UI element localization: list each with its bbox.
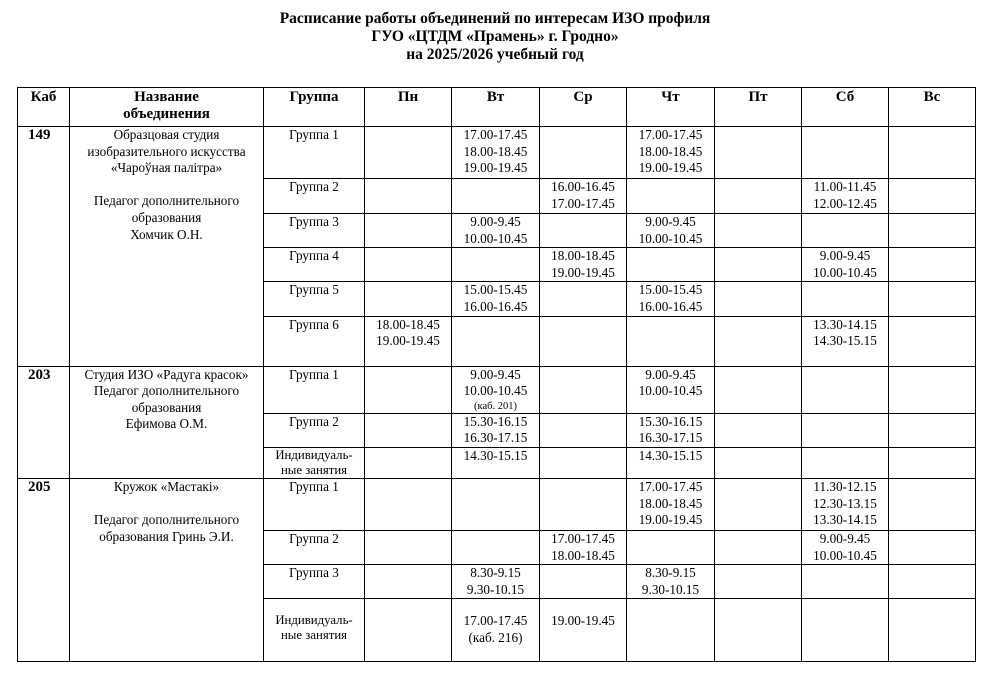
header-tue: Вт: [452, 88, 540, 127]
time-slot: 18.00-18.45: [638, 143, 703, 159]
time-slot: 13.30-14.15: [813, 316, 877, 332]
cell-tue: [452, 248, 540, 282]
association-line: Хомчик О.Н.: [130, 226, 203, 242]
title-line-2: ГУО «ЦТДМ «Прамень» г. Гродно»: [371, 28, 619, 45]
cell-mon: [365, 127, 452, 179]
header-sat: Сб: [802, 88, 889, 127]
time-slot: 15.30-16.15: [463, 413, 528, 429]
time-slot: 17.00-17.45: [638, 127, 703, 142]
association-cell: [70, 478, 264, 661]
cell-fri: [715, 599, 802, 662]
cell-mon: [365, 530, 452, 564]
time-slot: 18.00-18.45: [551, 248, 615, 264]
cell-tue: [452, 447, 540, 478]
cell-fri: [715, 248, 802, 282]
time-slot: 9.00-9.45: [819, 248, 871, 264]
cell-tue: [452, 282, 540, 316]
time-slot: 18.00-18.45: [376, 316, 440, 332]
cell-sun: [889, 530, 976, 564]
cell-tue: [452, 413, 540, 447]
cell-thu: [627, 599, 715, 662]
cell-sat: [802, 413, 889, 447]
cell-tue: [452, 179, 540, 214]
header-name-line-1: Название: [134, 89, 199, 105]
cell-fri: [715, 478, 802, 530]
cell-sat: [802, 127, 889, 179]
table-row: [18, 127, 976, 179]
cell-wed: [540, 447, 627, 478]
cell-thu: [627, 179, 715, 214]
header-group: Группа: [264, 88, 365, 127]
cell-fri: [715, 179, 802, 214]
cell-thu: [627, 366, 715, 413]
group-cell: Группа 2: [264, 530, 365, 564]
cell-tue: [452, 565, 540, 599]
group-line: ные занятия: [280, 462, 348, 477]
cell-fri: [715, 530, 802, 564]
association-line: образования: [131, 209, 202, 225]
cell-sat: [802, 565, 889, 599]
time-slot: 14.30-15.15: [813, 333, 877, 349]
association-line: изобразительного искусства: [87, 143, 246, 159]
room-note: (каб. 216): [468, 629, 523, 645]
cell-tue: [452, 127, 540, 179]
time-slot: 9.00-9.45: [819, 530, 871, 546]
association-cell: [70, 127, 264, 367]
time-slot: 15.00-15.45: [463, 282, 528, 298]
cell-fri: [715, 282, 802, 316]
cell-tue: [452, 530, 540, 564]
association-line: Образцовая студия: [113, 127, 220, 142]
association-line: Педагог дополнительного: [93, 193, 240, 209]
cell-fri: [715, 366, 802, 413]
cell-wed: [540, 214, 627, 248]
cell-sat: [802, 179, 889, 214]
cell-sat: [802, 248, 889, 282]
cell-sun: [889, 179, 976, 214]
time-slot: 11.00-11.45: [813, 179, 877, 194]
time-slot: 19.00-19.45: [551, 264, 615, 280]
group-cell: Группа 6: [264, 316, 365, 366]
time-slot: 19.00-19.45: [551, 613, 615, 629]
time-slot: 10.00-10.45: [463, 230, 528, 246]
cell-mon: [365, 413, 452, 447]
time-slot: 18.00-18.45: [463, 143, 528, 159]
cell-sat: [802, 599, 889, 662]
time-slot: 15.30-16.15: [638, 413, 703, 429]
cell-sat: [802, 530, 889, 564]
time-slot: 17.00-17.45: [638, 478, 703, 494]
association-line: образования Гринь Э.И.: [99, 528, 234, 544]
cell-fri: [715, 127, 802, 179]
cell-thu: [627, 565, 715, 599]
time-slot: 9.30-10.15: [641, 581, 700, 597]
group-cell: Группа 2: [264, 179, 365, 214]
cell-sat: [802, 478, 889, 530]
cell-sun: [889, 478, 976, 530]
association-line: Педагог дополнительного: [93, 383, 240, 399]
table-row: [18, 478, 976, 530]
cell-fri: [715, 214, 802, 248]
cell-wed: [540, 316, 627, 366]
time-slot: 18.00-18.45: [638, 495, 703, 511]
cell-sat: [802, 214, 889, 248]
time-slot: 14.30-15.15: [638, 447, 703, 463]
group-cell: Группа 2: [264, 413, 365, 447]
room-number: 203: [18, 366, 70, 478]
time-slot: 17.00-17.45: [551, 195, 615, 211]
time-slot: 19.00-19.45: [638, 160, 703, 176]
time-slot: 8.30-9.15: [470, 565, 521, 581]
cell-thu: [627, 478, 715, 530]
cell-wed: [540, 127, 627, 179]
time-slot: 10.00-10.45: [463, 383, 528, 399]
cell-fri: [715, 316, 802, 366]
time-slot: 12.00-12.45: [813, 195, 877, 211]
header-fri: Пт: [715, 88, 802, 127]
time-slot: 13.30-14.15: [813, 512, 877, 528]
group-cell: Группа 1: [264, 366, 365, 413]
time-slot: 15.00-15.45: [638, 282, 703, 298]
cell-thu: [627, 214, 715, 248]
room-number: 149: [18, 127, 70, 367]
cell-sun: [889, 366, 976, 413]
cell-thu: [627, 248, 715, 282]
cell-mon: [365, 179, 452, 214]
title-line-3: на 2025/2026 учебный год: [406, 46, 584, 63]
cell-fri: [715, 565, 802, 599]
association-cell: [70, 366, 264, 478]
time-slot: 19.00-19.45: [463, 160, 528, 176]
time-slot: 16.30-17.15: [463, 430, 528, 446]
time-slot: 10.00-10.45: [813, 264, 877, 280]
association-line: Студия ИЗО «Радуга красок»: [84, 366, 249, 382]
cell-wed: [540, 366, 627, 413]
cell-sun: [889, 214, 976, 248]
time-slot: 9.00-9.45: [645, 214, 696, 229]
time-slot: 16.00-16.45: [638, 298, 703, 314]
time-slot: 16.30-17.15: [638, 430, 703, 446]
cell-sun: [889, 599, 976, 662]
group-cell: Группа 3: [264, 565, 365, 599]
cell-wed: [540, 565, 627, 599]
cell-sun: [889, 565, 976, 599]
header-row: [18, 88, 976, 127]
time-slot: 17.00-17.45: [463, 613, 528, 629]
group-line: Индивидуаль-: [275, 447, 353, 462]
cell-sat: [802, 316, 889, 366]
time-slot: 16.00-16.45: [551, 179, 615, 194]
document-title: [0, 10, 990, 64]
title-line-1: Расписание работы объединений по интересам ИЗО профиля: [279, 10, 711, 27]
time-slot: 10.00-10.45: [638, 383, 703, 399]
cell-thu: [627, 282, 715, 316]
cell-sat: [802, 366, 889, 413]
time-slot: 17.00-17.45: [551, 530, 615, 546]
cell-tue: [452, 478, 540, 530]
header-room: Каб: [18, 88, 70, 127]
room-number: 205: [18, 478, 70, 661]
association-line: Кружок «Мастакі»: [113, 478, 220, 494]
time-slot: 18.00-18.45: [551, 547, 615, 563]
cell-wed: [540, 413, 627, 447]
cell-mon: [365, 478, 452, 530]
header-thu: Чт: [627, 88, 715, 127]
schedule-table: [17, 87, 976, 662]
cell-tue: [452, 599, 540, 662]
cell-fri: [715, 447, 802, 478]
cell-sun: [889, 316, 976, 366]
time-slot: 11.30-12.15: [813, 478, 877, 494]
group-cell: Группа 5: [264, 282, 365, 316]
cell-sun: [889, 127, 976, 179]
association-line: Педагог дополнительного: [93, 512, 240, 528]
time-slot: 9.00-9.45: [645, 366, 696, 382]
cell-mon: [365, 565, 452, 599]
cell-mon: [365, 366, 452, 413]
cell-wed: [540, 282, 627, 316]
spacer: [72, 496, 261, 513]
group-cell: Группа 3: [264, 214, 365, 248]
cell-mon: [365, 248, 452, 282]
cell-wed: [540, 478, 627, 530]
cell-tue: [452, 316, 540, 366]
cell-mon: [365, 447, 452, 478]
time-slot: 14.30-15.15: [463, 447, 528, 463]
time-slot: 16.00-16.45: [463, 298, 528, 314]
spacer: [72, 177, 261, 194]
cell-wed: [540, 248, 627, 282]
room-note: (каб. 201): [474, 400, 517, 412]
association-line: Ефимова О.М.: [125, 416, 208, 432]
cell-sat: [802, 447, 889, 478]
table-row: [18, 366, 976, 413]
header-name-line-2: объединения: [123, 106, 210, 122]
cell-mon: [365, 599, 452, 662]
cell-thu: [627, 413, 715, 447]
time-slot: 9.00-9.45: [470, 366, 521, 382]
header-sun: Вс: [889, 88, 976, 127]
cell-sun: [889, 282, 976, 316]
cell-wed: [540, 599, 627, 662]
cell-tue: [452, 214, 540, 248]
cell-tue: [452, 366, 540, 413]
association-line: «Чароўная палітра»: [110, 160, 223, 176]
group-cell: Группа 1: [264, 478, 365, 530]
cell-sat: [802, 282, 889, 316]
time-slot: 17.00-17.45: [463, 127, 528, 142]
cell-wed: [540, 530, 627, 564]
group-cell: Группа 1: [264, 127, 365, 179]
time-slot: 19.00-19.45: [638, 512, 703, 528]
cell-mon: [365, 282, 452, 316]
header-wed: Ср: [540, 88, 627, 127]
time-slot: 19.00-19.45: [376, 333, 440, 349]
group-line: ные занятия: [280, 628, 348, 643]
time-slot: 9.30-10.15: [466, 581, 525, 597]
association-line: образования: [131, 399, 202, 415]
cell-thu: [627, 447, 715, 478]
cell-mon: [365, 316, 452, 366]
cell-sun: [889, 447, 976, 478]
cell-mon: [365, 214, 452, 248]
group-cell-individual: [264, 447, 365, 478]
time-slot: 12.30-13.15: [813, 495, 877, 511]
group-cell: Группа 4: [264, 248, 365, 282]
time-slot: 8.30-9.15: [645, 565, 696, 581]
group-cell-individual: [264, 599, 365, 662]
time-slot: 10.00-10.45: [813, 547, 877, 563]
header-name: [70, 88, 264, 127]
cell-wed: [540, 179, 627, 214]
cell-thu: [627, 127, 715, 179]
cell-thu: [627, 530, 715, 564]
group-line: Индивидуаль-: [275, 613, 353, 628]
header-mon: Пн: [365, 88, 452, 127]
time-slot: 10.00-10.45: [638, 230, 703, 246]
cell-sun: [889, 248, 976, 282]
cell-fri: [715, 413, 802, 447]
time-slot: 9.00-9.45: [470, 214, 521, 229]
cell-thu: [627, 316, 715, 366]
cell-sun: [889, 413, 976, 447]
